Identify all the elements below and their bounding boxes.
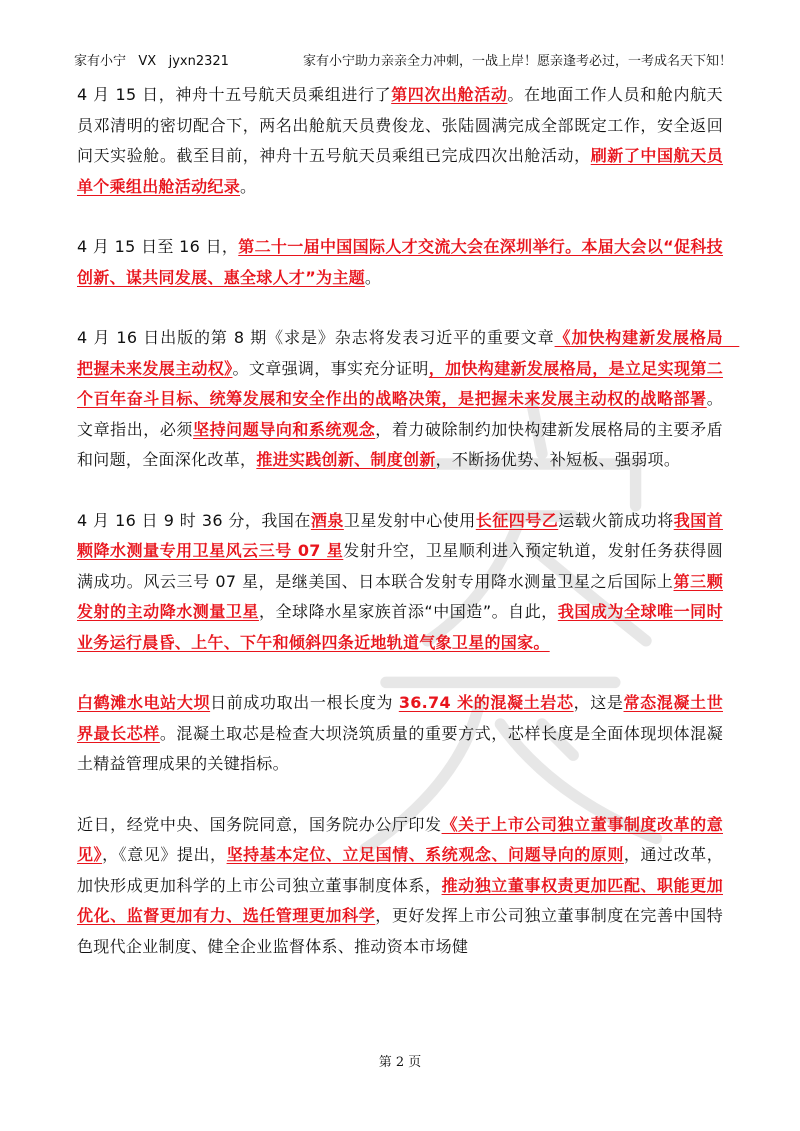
- body-text: ，《意见》提出，: [102, 845, 227, 864]
- header-right-text: 家有小宁助力亲亲全力冲刺，一战上岸！愿亲逢考必过，一考成名天下知！: [302, 54, 732, 69]
- news-paragraph: [77, 323, 740, 476]
- highlighted-text: 第四次出舱活动: [391, 85, 508, 104]
- news-paragraph: [77, 506, 723, 659]
- body-text: 日前成功取出一根长度为: [210, 693, 399, 712]
- highlighted-text: 第三颗发射的主动降水测量卫星: [77, 571, 724, 621]
- body-text: ，不断扬优势、补短板、强弱项。: [435, 450, 681, 469]
- body-text: 运载火箭成功将: [558, 510, 674, 530]
- body-text: 近日，经党中央、国务院同意，国务院办公厅印发: [77, 814, 442, 834]
- body-text: 。混凝土取芯是检查大坝浇筑质量的重要方式，芯样长度是全面体现坝体混凝土精益管理成果的关键指标。: [77, 723, 723, 773]
- body-text: 4 月 16 日 9 时 36 分，我国在: [77, 510, 311, 530]
- news-paragraph: [77, 688, 723, 780]
- body-text: 4 月 15 日，神舟十五号航天员乘组进行了: [77, 85, 392, 104]
- highlighted-text: 《关于上市公司独立董事制度改革的意见》: [77, 814, 723, 864]
- highlighted-text: 我国成为全球唯一同时业务运行晨昏、上午、下午和倾斜四条近地轨道气象卫星的国家。: [77, 602, 723, 652]
- highlighted-text: 坚持问题导向和系统观念: [193, 419, 376, 439]
- highlighted-text: 长征四号乙: [475, 510, 559, 530]
- highlighted-text: 推进实践创新、制度创新: [256, 450, 436, 469]
- news-paragraph: [77, 80, 723, 202]
- highlighted-text: 常态混凝土世界最长芯样: [77, 693, 723, 743]
- body-text: ，着力破除制约加快构建新发展格局的主要矛盾和问题，全面深化改革，: [77, 419, 723, 469]
- page-number: 第 2 页: [378, 1055, 422, 1070]
- news-paragraph: [77, 810, 723, 963]
- body-text: 。文章强调，事实充分证明: [232, 358, 429, 378]
- body-text: 。文章指出，必须: [77, 389, 723, 439]
- body-text: ，这是: [573, 693, 624, 712]
- body-text: 。在地面工作人员和舱内航天员邓清明的密切配合下，两名出舱航天员费俊龙、张陆圆满完成全部既定工作，安全返回问天实验舱。截至目前，神舟十五号航天员乘组已完成四次出舱活动，: [77, 85, 723, 165]
- highlighted-text: 坚持基本定位、立足国情、系统观念、问题导向的原则: [226, 845, 624, 864]
- news-paragraph: [77, 232, 723, 293]
- body-text: ，全球降水星家族首添“中国造”。自此，: [258, 602, 558, 621]
- highlighted-text: ，加快构建新发展格局，是立足实现第二个百年奋斗目标、统筹发展和安全作出的战略决策，是把握未来发展主动权的战略部署: [77, 358, 723, 408]
- highlighted-text: 刷新了中国航天员单个乘组出舱活动纪录: [77, 146, 723, 196]
- highlighted-text: 《加快构建新发展格局 把握未来发展主动权》: [77, 328, 740, 378]
- body-text: ，通过改革，加快形成更加科学的上市公司独立董事制度体系，: [77, 845, 724, 895]
- highlighted-text: 白鹤滩水电站大坝: [77, 693, 211, 712]
- body-text: 4 月 15 日至 16 日，: [77, 237, 239, 256]
- body-text: ，更好发挥上市公司独立董事制度在完善中国特色现代企业制度、健全企业监督体系、推动资本市场健: [77, 906, 723, 956]
- highlighted-text: 酒泉: [310, 510, 344, 530]
- body-text: 发射升空，卫星顺利进入预定轨道，发射任务获得圆满成功。风云三号 07 星，是继美国、日本联合发射专用降水测量卫星之后国际上: [77, 541, 723, 591]
- body-text: 。: [364, 267, 382, 287]
- highlighted-text: 推动独立董事权责更加匹配、职能更加优化、监督更加有力、选任管理更加科学: [77, 875, 723, 925]
- article-body: [77, 80, 740, 992]
- header-left-text: 家有小宁 VX jyxn2321: [74, 54, 229, 69]
- highlighted-text: 36.74 米的混凝土岩芯: [398, 693, 574, 712]
- body-text: 卫星发射中心使用: [343, 510, 476, 530]
- body-text: 4 月 16 日出版的第 8 期《求是》杂志将发表习近平的重要文章: [77, 328, 555, 347]
- body-text: 。: [240, 176, 257, 196]
- highlighted-text: 我国首颗降水测量专用卫星风云三号 07 星: [77, 510, 723, 560]
- highlighted-text: 第二十一届中国国际人才交流大会在深圳举行。本届大会以“促科技创新、谋共同发展、惠全球人才”为主题: [77, 237, 723, 287]
